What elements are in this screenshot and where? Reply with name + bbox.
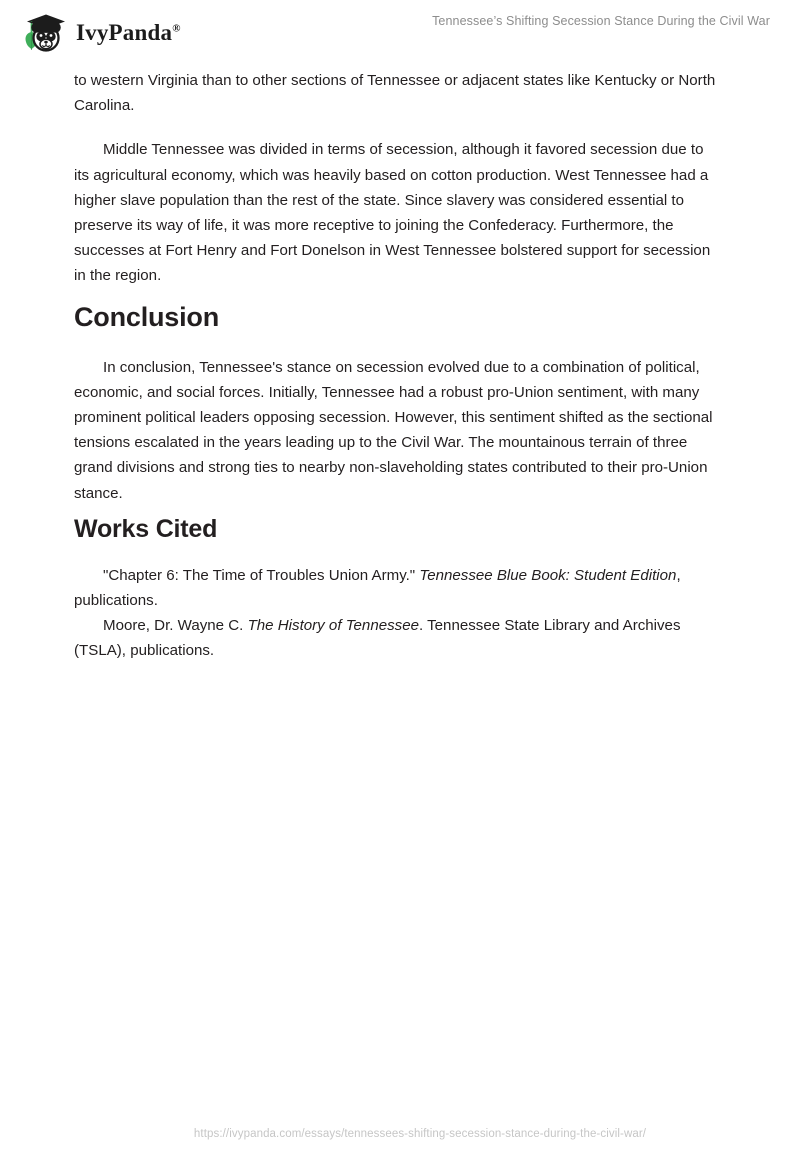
citation-entry [74,563,722,613]
heading-conclusion: Conclusion [74,301,219,332]
citation-title: Tennessee Blue Book: Student Edition [419,566,677,584]
brand-logo[interactable] [16,9,181,57]
brand-wordmark [76,20,181,46]
running-title: Tennessee’s Shifting Secession Stance During the Civil War [432,14,770,28]
page-header [0,0,800,66]
paragraph-continued: to western Virginia than to other sections of Tennessee or adjacent states like Kentucky or North Carolina. [74,72,716,115]
registered-trademark-icon: ® [172,22,181,35]
citation-tail: . Tennessee State Library and Archives (TSLA), publications. [74,617,681,660]
paragraph-conclusion: In conclusion, Tennessee's stance on secession evolved due to a combination of political, economic, and social forces. Initially, Tennessee had a robust pro-Union sentiment, with many prominent political leaders opposing secession. However, this sentiment shifted as the sectional tensions escalated in the years leading up to the Civil War. The mountainous terrain of three grand divisions and strong ties to nearby non-slaveholding states contributed to their pro-Union stance. [74,358,713,502]
heading-works-cited: Works Cited [74,514,218,543]
citation-tail: , publications. [74,566,681,609]
source-url-link[interactable]: https://ivypanda.com/essays/tennessees-shifting-secession-stance-during-the-civil-war/ [193,1128,647,1140]
panda-graduation-cap-icon [16,9,68,57]
brand-name-text: IvyPanda [76,20,173,45]
page-footer [0,1124,800,1142]
citation-title: The History of Tennessee [247,617,419,635]
citation-lead: "Chapter 6: The Time of Troubles Union Army." [103,566,420,584]
citation-lead: Moore, Dr. Wayne C. [103,617,248,635]
document-body [74,68,722,663]
citation-entry [74,613,722,663]
paragraph-middle-tennessee: Middle Tennessee was divided in terms of secession, although it favored secession due to its agricultural economy, which was heavily based on cotton production. West Tennessee had a higher slave population than the rest of the state. Since slavery was considered essential to preserve its way of life, it was more receptive to joining the Confederacy. Furthermore, the successes at Fort Henry and Fort Donelson in West Tennessee bolstered support for secession in the region. [74,141,711,285]
